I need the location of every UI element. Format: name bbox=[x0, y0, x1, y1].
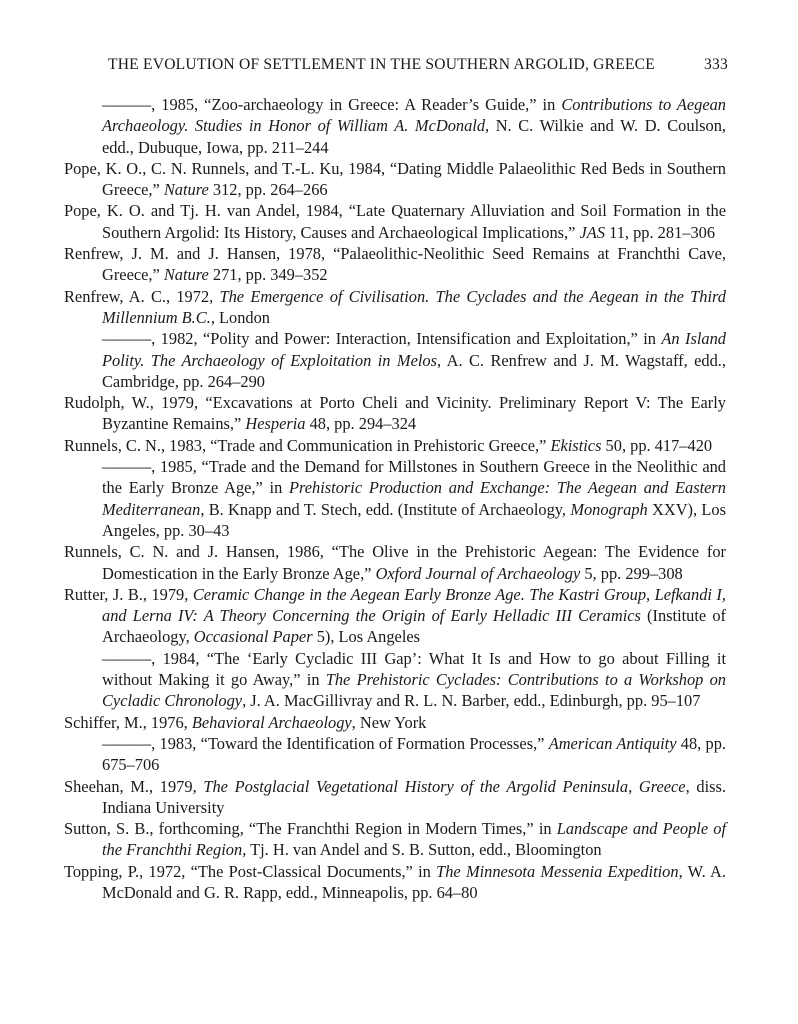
bibliography-entry: Pope, K. O. and Tj. H. van Andel, 1984, “Late Quaternary Alluviation and Soil Formation in the Southern Argolid: Its History, Causes and Archaeological Implications,” JAS 11, pp. 281–306 bbox=[64, 201, 726, 242]
bibliography-entry: ———, 1984, “The ‘Early Cycladic III Gap’: What It Is and How to go about Filling it without Making it go Away,” in The Prehistoric Cyclades: Contributions to a Workshop on Cycladic Chronology, J. A. MacGillivray and R. L. N. Barber, edd., Edinburgh, pp. 95–107 bbox=[102, 648, 726, 711]
bibliography-entry: Topping, P., 1972, “The Post-Classical Documents,” in The Minnesota Messenia Expedition, W. A. McDonald and G. R. Rapp, edd., Minneapolis, pp. 64–80 bbox=[64, 861, 726, 902]
bibliography-entry: Sheehan, M., 1979, The Postglacial Vegetational History of the Argolid Peninsula, Greece, diss. Indiana University bbox=[64, 776, 726, 817]
bibliography-entry: Schiffer, M., 1976, Behavioral Archaeology, New York bbox=[64, 712, 427, 732]
running-title: THE EVOLUTION OF SETTLEMENT IN THE SOUTHERN ARGOLID, GREECE bbox=[108, 56, 655, 73]
bibliography-entry: Runnels, C. N., 1983, “Trade and Communication in Prehistoric Greece,” Ekistics 50, pp. 417–420 bbox=[64, 435, 713, 455]
bibliography-entry: Renfrew, J. M. and J. Hansen, 1978, “Palaeolithic-Neolithic Seed Remains at Franchthi Cave, Greece,” Nature 271, pp. 349–352 bbox=[64, 244, 726, 285]
bibliography-entry: Rudolph, W., 1979, “Excavations at Porto Cheli and Vicinity. Preliminary Report V: The Early Byzantine Remains,” Hesperia 48, pp. 294–324 bbox=[64, 393, 726, 434]
page-number: 333 bbox=[704, 56, 728, 73]
bibliography-entry: ———, 1985, “Trade and the Demand for Millstones in Southern Greece in the Neolithic and the Early Bronze Age,” in Prehistoric Production and Exchange: The Aegean and Eastern Mediterranean, B. Knapp and T. Stech, edd. (Institute of Archaeology, Monograph XXV), Los Angeles, pp. 30–43 bbox=[102, 457, 726, 540]
bibliography-entry: Sutton, S. B., forthcoming, “The Franchthi Region in Modern Times,” in Landscape and People of the Franchthi Region, Tj. H. van Andel and S. B. Sutton, edd., Bloomington bbox=[64, 819, 727, 860]
bibliography-entry: ———, 1983, “Toward the Identification of Formation Processes,” American Antiquity 48, pp. 675–706 bbox=[102, 733, 726, 775]
bibliography-entry: ———, 1985, “Zoo-archaeology in Greece: A Reader’s Guide,” in Contributions to Aegean Archaeology. Studies in Honor of William A. McDonald, N. C. Wilkie and W. D. Coulson, edd., Dubuque, Iowa, pp. 211–244 bbox=[102, 95, 727, 157]
bibliography-entry: Runnels, C. N. and J. Hansen, 1986, “The Olive in the Prehistoric Aegean: The Evidence for Domestication in the Early Bronze Age,” Oxford Journal of Archaeology 5, pp. 299–308 bbox=[64, 542, 726, 583]
bibliography-entry: Renfrew, A. C., 1972, The Emergence of Civilisation. The Cyclades and the Aegean in the Third Millennium B.C., London bbox=[64, 286, 727, 327]
bibliography-entry: Rutter, J. B., 1979, Ceramic Change in the Aegean Early Bronze Age. The Kastri Group, Lefkandi I, and Lerna IV: A Theory Concerning the Origin of Early Helladic III Ceramics (Institute of Archaeology, Occasional Paper 5), Los Angeles bbox=[64, 584, 726, 647]
bibliography-entry: ———, 1982, “Polity and Power: Interaction, Intensification and Exploitation,” in An Island Polity. The Archaeology of Exploitation in Melos, A. C. Renfrew and J. M. Wagstaff, edd., Cambridge, pp. 264–290 bbox=[102, 329, 726, 391]
bibliography-entry: Pope, K. O., C. N. Runnels, and T.-L. Ku, 1984, “Dating Middle Palaeolithic Red Beds in Southern Greece,” Nature 312, pp. 264–266 bbox=[64, 158, 726, 200]
bibliography-list bbox=[64, 94, 726, 903]
